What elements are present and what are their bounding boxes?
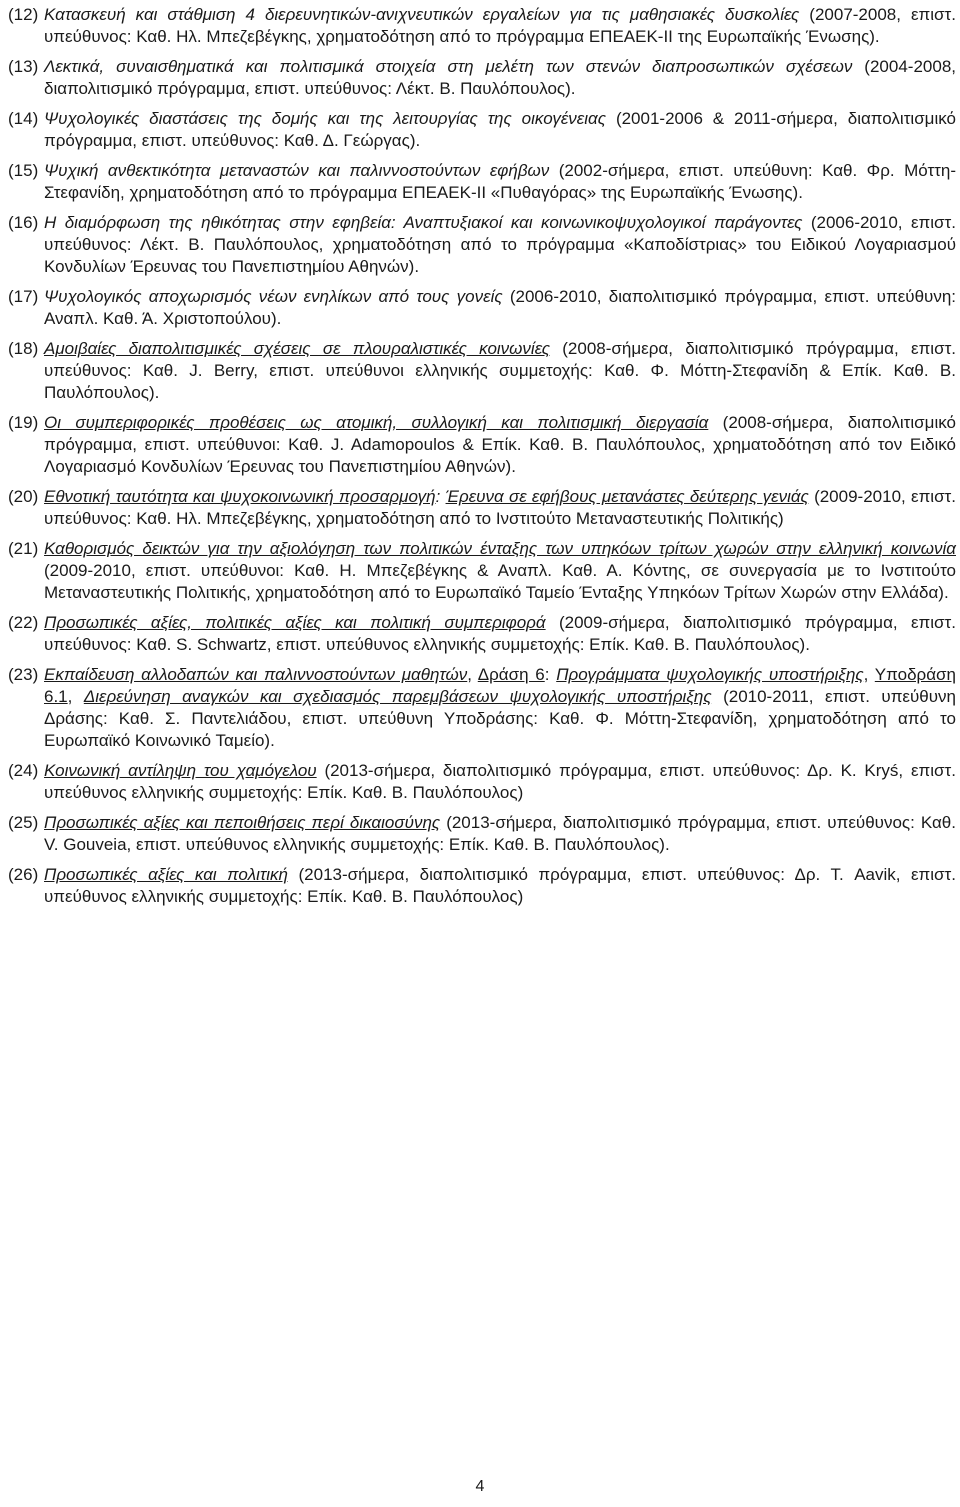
project-entry [8,538,956,604]
entry-text [44,338,956,404]
entry-text [44,108,956,152]
entry-text [44,812,956,856]
project-entry [8,160,956,204]
entry-text [44,612,956,656]
project-title: Αμοιβαίες διαπολιτισμικές σχέσεις σε πλουραλιστικές κοινωνίες [44,339,550,358]
project-details: (2006-2010, επιστ. υπεύθυνος: Λέκτ. Β. Παυλόπουλος, χρηματοδότηση από το πρόγραμμα «Καποδίστριας» του Ειδικού Λογαριασμού Κονδυλίων Έρευνας του Πανεπιστημίου Αθηνών). [44,213,956,276]
project-title: Κοινωνική αντίληψη του χαμόγελου [44,761,317,780]
project-entry [8,864,956,908]
entry-number: (25) [8,813,39,832]
project-entry [8,760,956,804]
entry-number: (26) [8,865,39,884]
project-title: Η διαμόρφωση της ηθικότητας στην εφηβεία: Αναπτυξιακοί και κοινωνικοψυχολογικοί παράγοντες [44,213,803,232]
entry-text [44,56,956,100]
project-details: (2013-σήμερα, διαπολιτισμικό πρόγραμμα, επιστ. υπεύθυνος: Καθ. V. Gouveia, επιστ. υπεύθυνος ελληνικής συμμετοχής: Επίκ. Καθ. Β. Παυλόπουλος). [44,813,956,854]
project-title: Οι συμπεριφορικές προθέσεις ως ατομική, συλλογική και πολιτισμική διεργασία [44,413,709,432]
project-details: (2001-2006 & 2011-σήμερα, διαπολιτισμικό πρόγραμμα, επιστ. υπεύθυνος: Καθ. Δ. Γεώργας). [44,109,956,150]
project-details: (2013-σήμερα, διαπολιτισμικό πρόγραμμα, επιστ. υπεύθυνος: Δρ. Τ. Aavik, επιστ. υπεύθυνος ελληνικής συμμετοχής: Επίκ. Καθ. Β. Παυλόπουλος) [44,865,956,906]
entry-number: (23) [8,665,39,684]
project-title: Εκπαίδευση αλλοδαπών και παλιννοστούντων μαθητών [44,665,468,684]
project-title: Έρευνα σε εφήβους μετανάστες δεύτερης γενιάς [445,487,809,506]
project-entry [8,108,956,152]
project-details: Υποδράση 6.1 [44,665,956,706]
project-title: : [435,487,446,506]
project-details: (2008-σήμερα, διαπολιτισμικό πρόγραμμα, επιστ. υπεύθυνος: Καθ. J. Berry, επιστ. υπεύθυνοι ελληνικής συμμετοχής: Καθ. Φ. Μόττη-Στεφανίδη & Επίκ. Καθ. Β. Παυλόπουλος). [44,339,957,402]
research-projects-list [8,4,956,916]
project-entry [8,664,956,752]
project-title: Ψυχολογικός αποχωρισμός νέων ενηλίκων από τους γονείς [44,287,503,306]
entry-text [44,760,956,804]
project-details: (2002-σήμερα, επιστ. υπεύθυνη: Καθ. Φρ. Μόττη-Στεφανίδη, χρηματοδότηση από το πρόγραμμα ΕΠΕΑΕΚ-ΙΙ «Πυθαγόρας» της Ευρωπαϊκής Ένωσης). [44,161,956,202]
entry-number: (22) [8,613,39,632]
project-details: (2009-σήμερα, διαπολιτισμικό πρόγραμμα, επιστ. υπεύθυνος: Καθ. S. Schwartz, επιστ. υπεύθυνος ελληνικής συμμετοχής: Επίκ. Καθ. Β. Παυλόπουλος). [44,613,956,654]
entry-text [44,664,956,752]
project-entry [8,612,956,656]
entry-number: (24) [8,761,39,780]
entry-number: (13) [8,57,39,76]
entry-text [44,538,956,604]
project-details: Δράση 6 [477,665,545,684]
project-title: Προσωπικές αξίες, πολιτικές αξίες και πολιτική συμπεριφορά [44,613,546,632]
entry-text [44,4,956,48]
entry-text [44,864,956,908]
entry-number: (14) [8,109,39,128]
entry-text [44,412,956,478]
project-title: Προσωπικές αξίες και πολιτική [44,865,288,884]
project-title: Εθνοτική ταυτότητα και ψυχοκοινωνική προσαρμογή [44,487,436,506]
project-details: (2009-2010, επιστ. υπεύθυνοι: Καθ. Η. Μπεζεβέγκης & Αναπλ. Καθ. Α. Κόντης, σε συνεργασία με το Ινστιτούτο Μεταναστευτικής Πολιτικής, χρηματοδότηση από το Ευρωπαϊκό Ταμείο Ένταξης Υπηκόων Τρίτων Χωρών στην Ελλάδα). [44,561,956,602]
project-details: (2008-σήμερα, διαπολιτισμικό πρόγραμμα, επιστ. υπεύθυνοι: Καθ. J. Adamopoulos & Επίκ. Καθ. Β. Παυλόπουλος, χρηματοδότηση από τον Ειδικό Λογαριασμό Κονδυλίων Έρευνας του Πανεπιστημίου Αθηνών). [44,413,956,476]
project-title: Προγράμματα ψυχολογικής υποστήριξης [556,665,864,684]
project-details: (2004-2008, διαπολιτισμικό πρόγραμμα, επιστ. υπεύθυνος: Λέκτ. Β. Παυλόπουλος). [44,57,956,98]
project-entry [8,286,956,330]
entry-number: (12) [8,5,39,24]
entry-number: (20) [8,487,39,506]
entry-number: (18) [8,339,39,358]
project-title: Καθορισμός δεικτών για την αξιολόγηση των πολιτικών ένταξης των υπηκόων τρίτων χωρών στην ελληνική κοινωνία [44,539,956,558]
entry-number: (17) [8,287,39,306]
project-details: (2007-2008, επιστ. υπεύθυνος: Καθ. Ηλ. Μπεζεβέγκης, χρηματοδότηση από το πρόγραμμα ΕΠΕΑΕΚ-ΙΙ της Ευρωπαϊκής Ένωσης). [44,5,956,46]
project-title: Διερεύνηση αναγκών και σχεδιασμός παρεμβάσεων ψυχολογικής υποστήριξης [83,687,712,706]
entry-number: (21) [8,539,39,558]
entry-number: (16) [8,213,39,232]
project-title: Λεκτικά, συναισθηματικά και πολιτισμικά στοιχεία στη μελέτη των στενών διαπροσωπικών σχέσεων [44,57,853,76]
project-entry [8,412,956,478]
entry-text [44,486,956,530]
page-number: 4 [475,1478,485,1495]
project-details: : [544,665,557,684]
project-title: Κατασκευή και στάθμιση 4 διερευνητικών-ανιχνευτικών εργαλείων για τις μαθησιακές δυσκολίες [44,5,800,24]
project-details: , [67,687,84,706]
project-details: (2010-2011, επιστ. υπεύθυνη Δράσης: Καθ. Σ. Παντελιάδου, επιστ. υπεύθυνη Υποδράσης: Καθ. Φ. Μόττη-Στεφανίδη, χρηματοδότηση από το Ευρωπαϊκό Κοινωνικό Ταμείο). [44,687,956,750]
project-title: Ψυχική ανθεκτικότητα μεταναστών και παλιννοστούντων εφήβων [44,161,550,180]
entry-text [44,286,956,330]
project-details: , [467,665,478,684]
project-details: (2009-2010, επιστ. υπεύθυνος: Καθ. Ηλ. Μπεζεβέγκης, χρηματοδότηση από το Ινστιτούτο Μεταναστευτικής Πολιτικής) [44,487,957,528]
project-entry [8,486,956,530]
project-entry [8,4,956,48]
entry-text [44,160,956,204]
project-entry [8,338,956,404]
project-title: Προσωπικές αξίες και πεποιθήσεις περί δικαιοσύνης [44,813,441,832]
entry-number: (15) [8,161,39,180]
entry-number: (19) [8,413,39,432]
project-title: Ψυχολογικές διαστάσεις της δομής και της λειτουργίας της οικογένειας [44,109,607,128]
project-entry [8,56,956,100]
project-entry [8,212,956,278]
project-details: , [863,665,875,684]
project-entry [8,812,956,856]
project-details: (2013-σήμερα, διαπολιτισμικό πρόγραμμα, επιστ. υπεύθυνος: Δρ. Κ. Kryś, επιστ. υπεύθυνος ελληνικής συμμετοχής: Επίκ. Καθ. Β. Παυλόπουλος) [44,761,956,802]
entry-text [44,212,956,278]
project-details: (2006-2010, διαπολιτισμικό πρόγραμμα, επιστ. υπεύθυνη: Αναπλ. Καθ. Ά. Χριστοπούλου). [44,287,957,328]
